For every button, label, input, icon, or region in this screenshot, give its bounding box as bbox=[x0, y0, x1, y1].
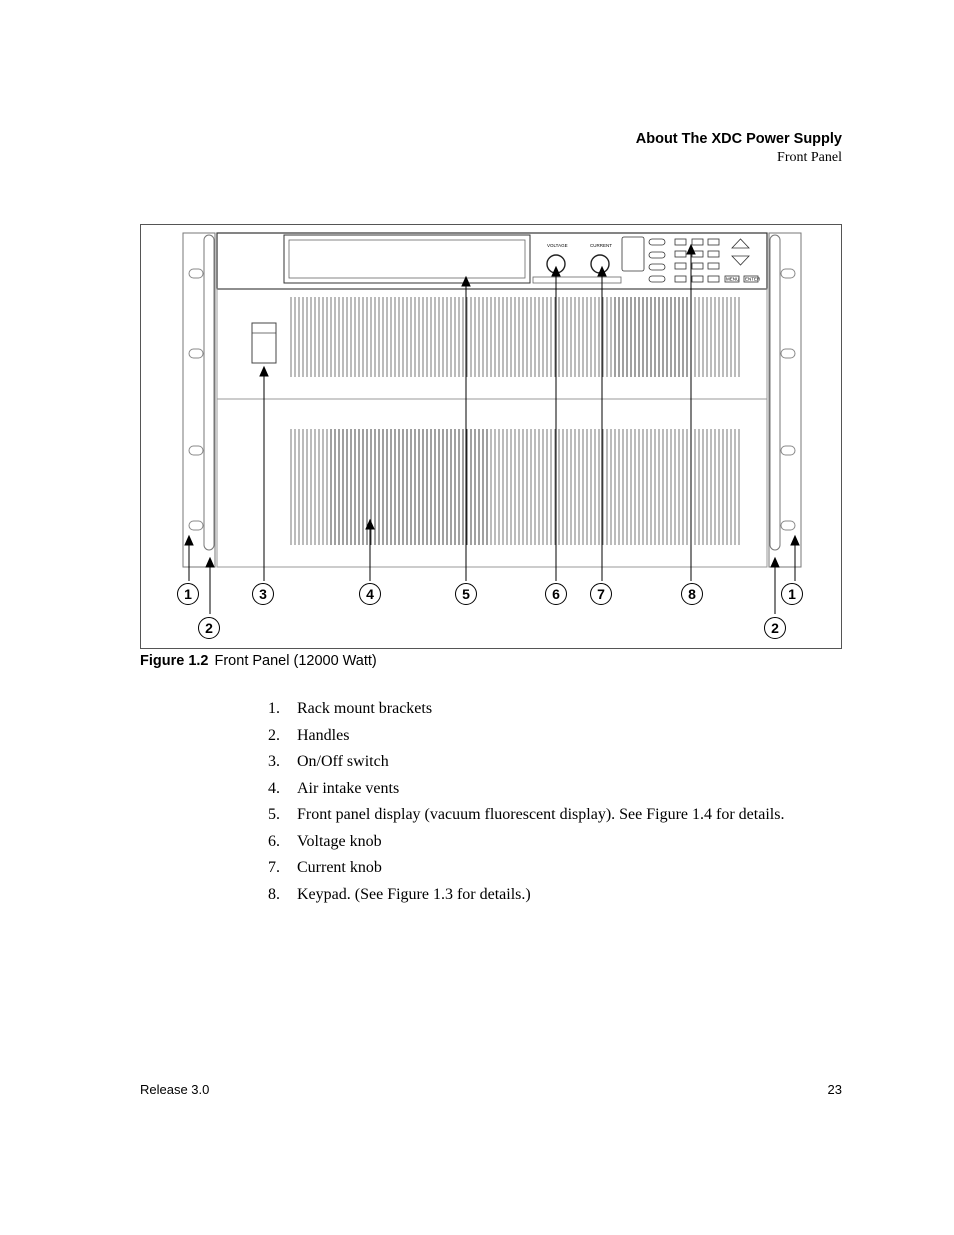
front-panel-drawing bbox=[141, 225, 843, 650]
current-knob-label: CURRENT bbox=[590, 243, 612, 248]
callout-3: 3 bbox=[259, 586, 267, 602]
callout-1-right: 1 bbox=[788, 586, 796, 602]
list-item: 3. On/Off switch bbox=[268, 753, 389, 770]
enter-key-label: ENTER bbox=[745, 276, 761, 282]
page-number: 23 bbox=[827, 1082, 842, 1097]
handle-right bbox=[770, 235, 780, 550]
list-item: 4. Air intake vents bbox=[268, 779, 400, 797]
list-item: 2. Handles bbox=[268, 726, 350, 744]
running-header-subtitle: Front Panel bbox=[777, 150, 842, 165]
callout-6: 6 bbox=[552, 586, 560, 602]
running-header-title: About The XDC Power Supply bbox=[635, 131, 842, 147]
callout-7: 7 bbox=[597, 586, 605, 602]
menu-key-label: MENU bbox=[726, 276, 740, 282]
handle-left bbox=[204, 235, 214, 550]
callout-8: 8 bbox=[688, 586, 696, 602]
figure-caption bbox=[140, 653, 377, 669]
vfd-display bbox=[284, 235, 530, 283]
air-intake-vents-lower bbox=[291, 429, 739, 545]
footer-release: Release 3.0 bbox=[140, 1082, 210, 1097]
list-item: 5. Front panel display (vacuum fluorescent display). See Figure 1.4 for details. bbox=[268, 806, 785, 823]
voltage-knob-label: VOLTAGE bbox=[547, 243, 568, 248]
callout-2-left: 2 bbox=[205, 620, 213, 636]
list-item: 1. Rack mount brackets bbox=[268, 700, 433, 717]
figure-legend-list bbox=[268, 699, 784, 911]
figure-front-panel bbox=[140, 224, 842, 649]
callout-2-right: 2 bbox=[771, 620, 779, 636]
callout-4: 4 bbox=[366, 586, 374, 602]
keypad bbox=[622, 237, 758, 282]
callout-1-left: 1 bbox=[184, 586, 192, 602]
list-item: 8. Keypad. (See Figure 1.3 for details.) bbox=[268, 885, 531, 903]
air-intake-vents-upper bbox=[291, 297, 739, 377]
on-off-switch bbox=[252, 323, 276, 363]
list-item: 6. Voltage knob bbox=[268, 832, 382, 850]
upper-chassis bbox=[217, 289, 767, 399]
figure-title: Front Panel (12000 Watt) bbox=[214, 653, 377, 669]
lower-chassis bbox=[217, 399, 767, 567]
figure-number: Figure 1.2 bbox=[140, 653, 209, 669]
control-module bbox=[217, 233, 767, 289]
callout-5: 5 bbox=[462, 586, 470, 602]
list-item: 7. Current knob bbox=[268, 859, 382, 876]
